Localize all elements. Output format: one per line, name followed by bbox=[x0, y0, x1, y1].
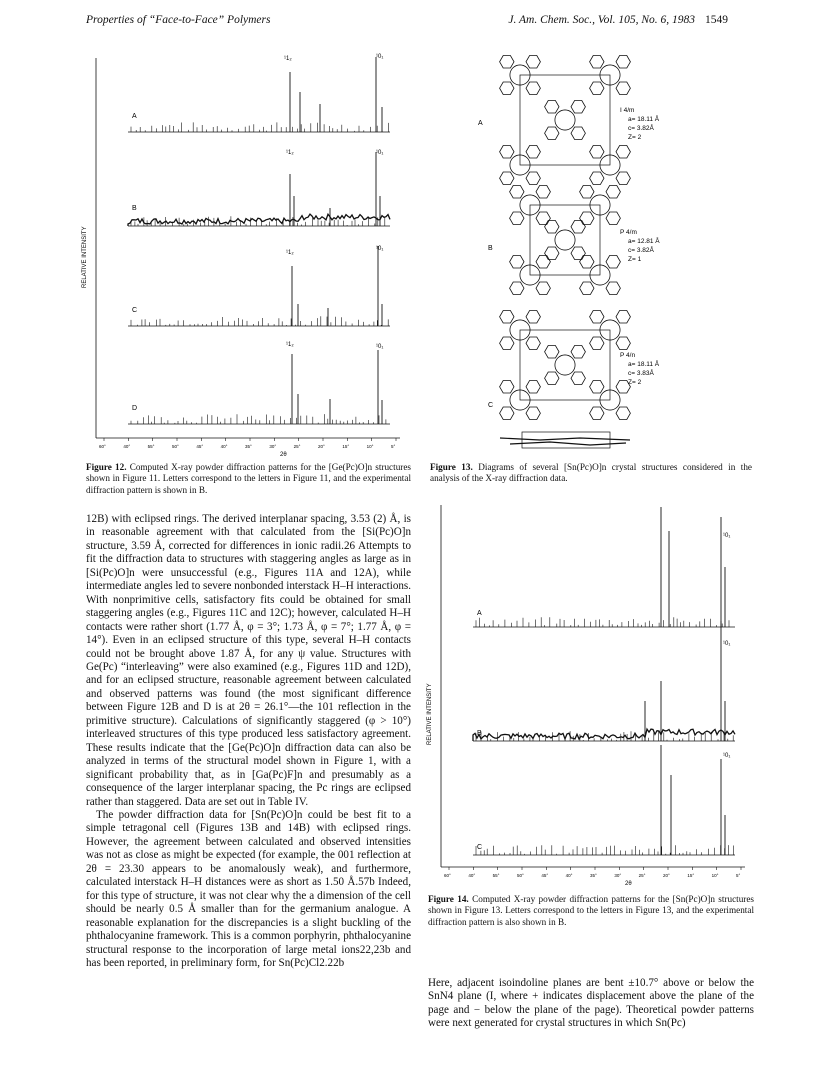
running-header-right bbox=[508, 14, 728, 26]
figure-14-a-peak-label: ¹0₁ bbox=[723, 533, 731, 539]
figure-14-c-peak-label: ¹0₁ bbox=[723, 753, 731, 759]
figure-12-caption-label: Figure 12. bbox=[86, 462, 127, 472]
figure-12-pattern-c bbox=[128, 246, 390, 326]
figure-14-pattern-a bbox=[473, 507, 735, 627]
svg-text:5°: 5° bbox=[736, 873, 741, 878]
figure-13-panel-label-b: B bbox=[488, 245, 493, 252]
figure-13-lattice-a-molecule-center bbox=[545, 101, 586, 140]
paragraph-2: The powder diffraction data for [Sn(Pc)O]n could be best fit to a simple tetragonal cell (Figures 13B and 14B) with eclipsed rings. However, the agreement between calculated and observed intensities was not as close as might be expected (for example, the 001 reflection at 2θ = 23.30 appears to be anomalously weak), and furthermore, calculated interstack H–H distances were as short as 1.50 Å.57b Indeed, for this type of structure, it was not clear why the a dimension of the cell should be nearly 0.5 Å smaller than for the germanium analogue. A reasonable explanation for the discrepancies is a slight buckling of the phthalocyanine framework. This is a common porphyrin, phthalocyanine structural response to the incorporation of large metal ions22,23b and has been reported, in preliminary form, for Sn(Pc)Cl2.22b bbox=[86, 808, 411, 969]
figure-12-caption-text: Computed X-ray powder diffraction patterns for the [Ge(Pc)O]n structures shown in Figure 11. Letters correspond to the letters in Figure 11, and the experimental diffraction pattern is shown in B. bbox=[86, 462, 411, 495]
figure-13-a-cell-a: a= 18.11 Å bbox=[628, 116, 660, 123]
figure-12 bbox=[80, 40, 410, 460]
svg-text:40°: 40° bbox=[565, 873, 573, 878]
figure-12-pattern-b bbox=[128, 152, 390, 226]
figure-14-caption-label: Figure 14. bbox=[428, 894, 469, 904]
figure-14-panel-label-c: C bbox=[477, 844, 483, 851]
figure-13 bbox=[430, 40, 750, 455]
svg-text:30°: 30° bbox=[614, 873, 622, 878]
svg-text:35°: 35° bbox=[245, 444, 252, 449]
figure-14-pattern-b bbox=[473, 621, 735, 741]
figure-14-y-label: RELATIVE INTENSITY bbox=[427, 683, 433, 745]
figure-14-plot bbox=[425, 495, 755, 890]
figure-13-a-cell-c: c= 3.82Å bbox=[628, 125, 654, 132]
figure-13-lattice-a bbox=[500, 56, 631, 185]
svg-text:5°: 5° bbox=[391, 444, 396, 449]
figure-13-a-space-group: I 4/m bbox=[620, 107, 635, 114]
figure-14-x-label: 2θ bbox=[625, 881, 632, 887]
figure-12-panel-label-c: C bbox=[132, 307, 138, 314]
figure-13-caption bbox=[430, 462, 752, 485]
figure-13-c-cell-c: c= 3.83Å bbox=[628, 370, 654, 377]
paragraph-1: 12B) with eclipsed rings. The derived interplanar spacing, 3.53 (2) Å, is in reasonable agreement with that calculated from the [Si(Pc)O]n structure, 3.59 Å, corrected for differences in ionic radii.26 Attempts to fit the diffraction data to structures with staggering angles as large as in [Si(Pc)O]n were unsuccessful (e.g., Figures 11A and 12A), while intermediate angles led to severe nonbonded interstack H–H interactions. With nonprimitive cells, satisfactory fits could be obtained for small staggering angles (e.g., Figures 11C and 12C); however, calculated H–H contacts were rather short (1.77 Å, φ = 3°; 1.73 Å, φ = 7°; 1.77 Å, φ = 14°). Even in an eclipsed structure of this type, several H–H contacts could not be brought above 1.87 Å, for any ψ value. Structures with Ge(Pc) “interleaving” were also examined (e.g., Figures 11D and 12D), and for an eclipsed structure, reasonable agreement between calculated and observed patterns was found (the most significant difference between Figure 12B and D is at 2θ = 26.1°—the 101 reflection in the primitive structure). Calculations of significantly staggered (φ > 10°) interleaved structures of this type produced less satisfactory agreement. These results indicate that the [Ge(Pc)O]n diffraction data can also be analyzed in terms of the structural model shown in Figure 1, with a significant probability that, as in [Ga(Pc)F]n and presumably as a consequence of the larger interplanar spacing, the Pc rings are eclipsed rather than staggered. Data are set out in Table IV. bbox=[86, 513, 412, 808]
figure-12-a-peak-label-2: ¹0₁ bbox=[376, 54, 384, 60]
running-header-left: Properties of “Face-to-Face” Polymers bbox=[86, 14, 271, 26]
figure-14-caption bbox=[428, 894, 754, 928]
figure-12-y-label: RELATIVE INTENSITY bbox=[82, 226, 88, 288]
figure-13-diagrams bbox=[430, 40, 750, 455]
figure-13-b-z: Z= 1 bbox=[628, 256, 642, 263]
svg-text:10°: 10° bbox=[711, 873, 719, 878]
svg-text:35°: 35° bbox=[590, 873, 597, 878]
svg-text:60°: 60° bbox=[99, 444, 106, 449]
figure-13-lattice-c bbox=[500, 311, 631, 420]
figure-12-tick-set bbox=[99, 438, 396, 449]
figure-13-b-cell-c: c= 3.82Å bbox=[628, 247, 654, 254]
figure-14-b-peak-label: ¹0₁ bbox=[723, 641, 731, 647]
paragraph-3: Here, adjacent isoindoline planes are bent ±10.7° above or below the SnN4 plane (I, where + indicates displacement above the plane of the page and − below the plane of the page). Theoretical powder patterns were next generated for crystal structures in which Sn(Pc) bbox=[428, 977, 754, 1030]
figure-12-x-label: 2θ bbox=[280, 452, 287, 458]
figure-14 bbox=[425, 495, 755, 890]
figure-13-panel-label-c: C bbox=[488, 402, 494, 409]
figure-13-lattice-c-molecule-center bbox=[545, 346, 586, 385]
figure-12-x-ticks bbox=[99, 438, 396, 449]
figure-12-pattern-d bbox=[128, 350, 390, 424]
svg-text:25°: 25° bbox=[638, 873, 646, 878]
figure-13-c-z: Z= 2 bbox=[628, 379, 642, 386]
figure-12-c-peak-label-2: ¹0₁ bbox=[376, 246, 384, 252]
figure-13-c-space-group: P 4/n bbox=[620, 352, 636, 359]
page-number: 1549 bbox=[705, 14, 728, 26]
figure-13-lattice-b-molecule-center bbox=[545, 221, 586, 260]
figure-12-b-peak-label-1: ¹1₂ bbox=[286, 150, 294, 156]
svg-text:15°: 15° bbox=[687, 873, 695, 878]
figure-12-pattern-a bbox=[128, 57, 390, 132]
svg-text:60°: 60° bbox=[444, 873, 451, 878]
figure-12-c-peak-label-1: ¹1₂ bbox=[286, 250, 294, 256]
svg-text:40°: 40° bbox=[468, 873, 476, 878]
figure-12-patterns bbox=[96, 57, 400, 438]
svg-text:20°: 20° bbox=[663, 873, 670, 878]
figure-14-patterns bbox=[441, 505, 745, 867]
svg-text:10°: 10° bbox=[366, 444, 374, 449]
figure-13-b-cell-a: a= 12.81 Å bbox=[628, 238, 660, 245]
figure-14-tick-set bbox=[444, 867, 741, 878]
figure-13-panel-label-a: A bbox=[478, 120, 483, 127]
svg-text:20°: 20° bbox=[318, 444, 325, 449]
svg-text:30°: 30° bbox=[269, 444, 277, 449]
figure-12-plot bbox=[80, 40, 410, 460]
figure-12-a-peak-label-1: ¹1₂ bbox=[284, 56, 292, 62]
figure-12-d-peak-label-2: ¹0₁ bbox=[376, 344, 384, 350]
svg-text:40°: 40° bbox=[220, 444, 228, 449]
svg-text:55°: 55° bbox=[492, 873, 500, 878]
figure-12-caption bbox=[86, 462, 411, 496]
figure-14-pattern-c bbox=[473, 745, 735, 855]
figure-14-x-ticks bbox=[444, 867, 741, 878]
svg-text:50°: 50° bbox=[172, 444, 179, 449]
figure-13-b-params bbox=[620, 229, 660, 263]
figure-13-b-space-group: P 4/m bbox=[620, 229, 637, 236]
svg-text:15°: 15° bbox=[342, 444, 350, 449]
figure-13-caption-label: Figure 13. bbox=[430, 462, 473, 472]
left-column-text bbox=[86, 513, 411, 970]
svg-text:25°: 25° bbox=[293, 444, 301, 449]
figure-13-structures bbox=[500, 56, 631, 449]
figure-12-panel-label-d: D bbox=[132, 405, 138, 412]
figure-14-caption-text: Computed X-ray powder diffraction patterns for the [Sn(Pc)O]n structures shown in Figure 13. Letters correspond to the letters in Figure 13, and the experimental diffraction pattern is also shown in B. bbox=[428, 894, 755, 927]
figure-13-lattice-b bbox=[510, 186, 621, 295]
svg-text:40°: 40° bbox=[123, 444, 131, 449]
figure-12-panel-label-b: B bbox=[132, 205, 137, 212]
figure-13-a-params bbox=[620, 107, 660, 141]
figure-13-c-cell-a: a= 18.11 Å bbox=[628, 361, 660, 368]
svg-text:45°: 45° bbox=[541, 873, 549, 878]
figure-13-side-view bbox=[500, 432, 630, 448]
svg-text:50°: 50° bbox=[517, 873, 524, 878]
svg-text:55°: 55° bbox=[147, 444, 155, 449]
figure-14-panel-label-b: B bbox=[477, 730, 482, 737]
figure-12-d-peak-label-1: ¹1₂ bbox=[286, 342, 294, 348]
right-column-text bbox=[428, 977, 754, 1031]
figure-13-a-z: Z= 2 bbox=[628, 134, 642, 141]
figure-14-panel-label-a: A bbox=[477, 610, 482, 617]
journal-citation: J. Am. Chem. Soc., Vol. 105, No. 6, 1983 bbox=[508, 14, 695, 26]
figure-12-b-peak-label-2: ¹0₁ bbox=[376, 150, 384, 156]
figure-12-panel-label-a: A bbox=[132, 113, 137, 120]
svg-text:45°: 45° bbox=[196, 444, 204, 449]
figure-13-caption-text: Diagrams of several [Sn(Pc)O]n crystal structures considered in the analysis of the X-ray diffraction data. bbox=[430, 462, 752, 484]
